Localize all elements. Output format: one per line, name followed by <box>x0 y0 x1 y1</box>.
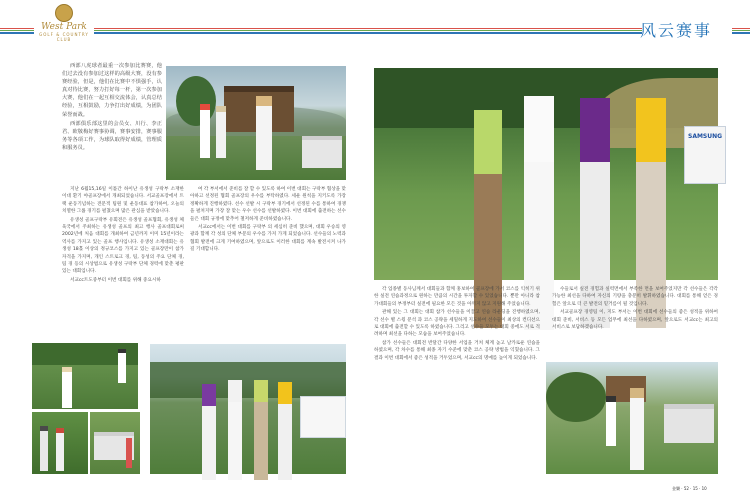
right-col2-paragraph: 수들로서 실전 경험과 실력면에서 부족한 면을 보여주었지만 각 선수들은 각각 가능한 최선을 다하여 자신의 기량을 충분히 발휘하였습니다. 대회를 통해 얻은 경험은 앞으로 더 큰 발전의 밑거름이 될 것입니다. <box>552 287 718 307</box>
intro-paragraph: 西部俱乐部这里的会员女、川行、李正君、欧敬梅好赛事协调，赛事安排，赛事服务等各项工作，为球队取得好成绩，管理质和服务员。 <box>62 120 162 151</box>
bottom-center-group-photo-trees <box>150 362 346 398</box>
bottom-left-photo-c-person <box>126 438 132 468</box>
intro-photo-tree <box>176 76 216 126</box>
right-page-number: 金樂 · 52 · 15 · 10 <box>672 486 707 491</box>
middle-body-paragraph: 서교cc에서는 이번 대회를 구락부 의 세심히 준비 했으며, 대회 우승의 영광과 함께 각 성의 단체 부문의 우수를 가져 가게 되었습니다. 선수들의 노력과 협회 발전에 크게 기여하였으며, 앞으로도 이러한 대회를 계속 발전시켜 나가길 기대합니다. <box>190 225 346 253</box>
logo-name: West Park <box>41 22 87 32</box>
left-body-paragraph: 유생성 골프구락부 유회전은 유생성 골프협회, 유생성 체육국에서 주최하는 유생성 골프의 최고 행사 골프대회로써 2002년에 처음 대회를 개최하여 금년까지 이미 15년이라는 역사를 가지고 있는 골프 행사입니다. 유생성 소재대회는 유생성 18홀 이상의 정규코스를 가지고 있는 골프장만이 참가자격을 가지며, 개인 스트로크 경, 팀, 동성의 주요 단체 경, 팀 경 등의 시상법으로 유생성 구락부 단체 경력에 맞춘 평판 있는 대회입니다. <box>62 217 184 275</box>
bottom-left-photo-a <box>32 343 138 409</box>
intro-photo-cart <box>302 136 342 168</box>
bottom-center-group-photo-banner <box>300 396 346 438</box>
bottom-left-photo-b-person <box>40 426 48 471</box>
right-col1-text <box>374 286 540 363</box>
intro-photo-person-b <box>216 106 226 158</box>
intro-paragraph: 西部八虎球者最重一次参加比赛赛，他们过去没有参加过这样的高级大赛，没有参赛经验，但是，他们在比赛中不惧强手，认真对待比赛，努力打好每一杆，第一次参加大赛，他们在一起互相交流体会，认真总结经验，互相鼓励，力争打出好成绩，为团队荣誉而战。 <box>62 63 162 118</box>
right-col2-text <box>552 286 718 332</box>
right-col1-paragraph: 각 업종별 동사님께서 대회들과 함께 홍보하여 골프장에 가서 코스를 익히기 위한 실전 연습과정으로 원하는 만큼의 시간을 투자할 수 있었습니다. 뿐만 아니라 참가대회들의 부정부터 실전에 필요한 모든 것을 아끼지 않고 지원해 주었습니다. <box>374 287 540 307</box>
group-person-3 <box>254 380 268 480</box>
right-col1-paragraph: 참가 선수들은 대회전 반달간 다양한 서업을 거쳐 체계 높고 날카로운 연습을 하였으며, 각 차수를 통해 최종 자기 수준에 맞춘 코스 공략 방법을 익혔습니다. 그 결과 이번 대회에서 좋은 성적을 거두었으며, 서교cc의 명예를 높이게 되었습니다. <box>374 340 540 361</box>
bottom-right-person-2 <box>630 388 644 470</box>
intro-text <box>62 62 162 153</box>
group-person-2 <box>228 380 242 480</box>
header-stripe-red <box>0 28 750 29</box>
header-stripe-green <box>0 30 750 31</box>
group-person-1 <box>202 384 216 480</box>
left-body-paragraph: 서교cc트도중부터 이번 대회를 위해 중요시하 <box>70 277 161 283</box>
left-body-paragraph: 지난 6월15,16일 이틀간 하이난 유생성 구락부 소재한 이대 환기 야골프장에서 개최되었습니다. 서교골프장에서 트랙 운동기념하는 전문적 팀원 및 운동대표 참가하여, 오늘의 치열한 그룹 경기를 펼쳤으며 많은 관심을 받았습니다. <box>62 187 184 215</box>
bottom-left-photo-a-person <box>62 367 72 408</box>
middle-body-text <box>190 186 346 255</box>
main-group-photo-banner <box>684 126 726 184</box>
bottom-left-photo-a-person-2 <box>118 349 126 383</box>
bottom-center-group-photo <box>150 344 346 474</box>
intro-photo <box>166 66 346 180</box>
intro-photo-person-a <box>200 104 210 158</box>
bottom-right-person-1 <box>606 396 616 446</box>
right-col1-paragraph: 관해 있는 그 대회는 대회 참가 선수들을 이끌고 연습 라운딩을 진행하였으며, 각 선수 별 스윙 분석 과 코스 공략을 세밀하게 지도하여 선수들이 최상의 컨디션으로 대회에 출전할 수 있도록 하였습니다. 그리고 선수들 모두는 대회 중에도 서로 격려하며 최선을 다하는 모습을 보여주었습니다. <box>374 310 540 338</box>
main-group-photo-banner-text: SAMSUNG <box>688 133 723 140</box>
intro-photo-person-c <box>256 96 272 170</box>
section-title: 风云赛事 <box>639 21 712 40</box>
club-crest-icon <box>55 4 73 22</box>
middle-body-paragraph: 여 각 부서에서 준비를 잘 할 수 있도록 하여 이번 대회는 구락부 협상을 맞아하고 선정된 협회 골프장의 우수를 부탁하였다. 세운 원칙을 지키도록 가장 정확하게 진행하였다. 선수 선발 시 구락부 경기에서 선정된 수를 통하여 경쟁을 펼쳐지며 가장 잘 맞는 우수 선수를 선발하였다. 이번 대회에 출전하는 선수들은 대회 규정에 맞추어 철저하게 준비하였습니다. <box>190 187 346 222</box>
logo-sub: GOLF & COUNTRY CLUB <box>39 32 89 42</box>
club-logo <box>38 4 90 40</box>
right-col2-paragraph: 서교골프장 경영팀 이, 지도 부서는 이번 대회에 선수들의 좋은 성적을 위하여 대회 준비, 서비스 등 모든 업무에 최선을 다하였으며, 앞으로도 서교cc는 최고의 서비스로 보답하겠습니다. <box>552 310 718 331</box>
left-body-text <box>62 186 184 285</box>
bottom-left-photo-b <box>32 412 88 474</box>
bottom-left-photo-c <box>90 412 140 474</box>
bottom-left-photo-b-person-2 <box>56 428 64 471</box>
main-group-photo <box>374 68 723 280</box>
bottom-right-photo-cart <box>664 404 714 443</box>
group-person-4 <box>278 382 292 480</box>
header-stripe-blue <box>0 32 750 34</box>
bottom-right-photo <box>546 362 718 474</box>
bottom-right-photo-trees <box>546 372 606 422</box>
